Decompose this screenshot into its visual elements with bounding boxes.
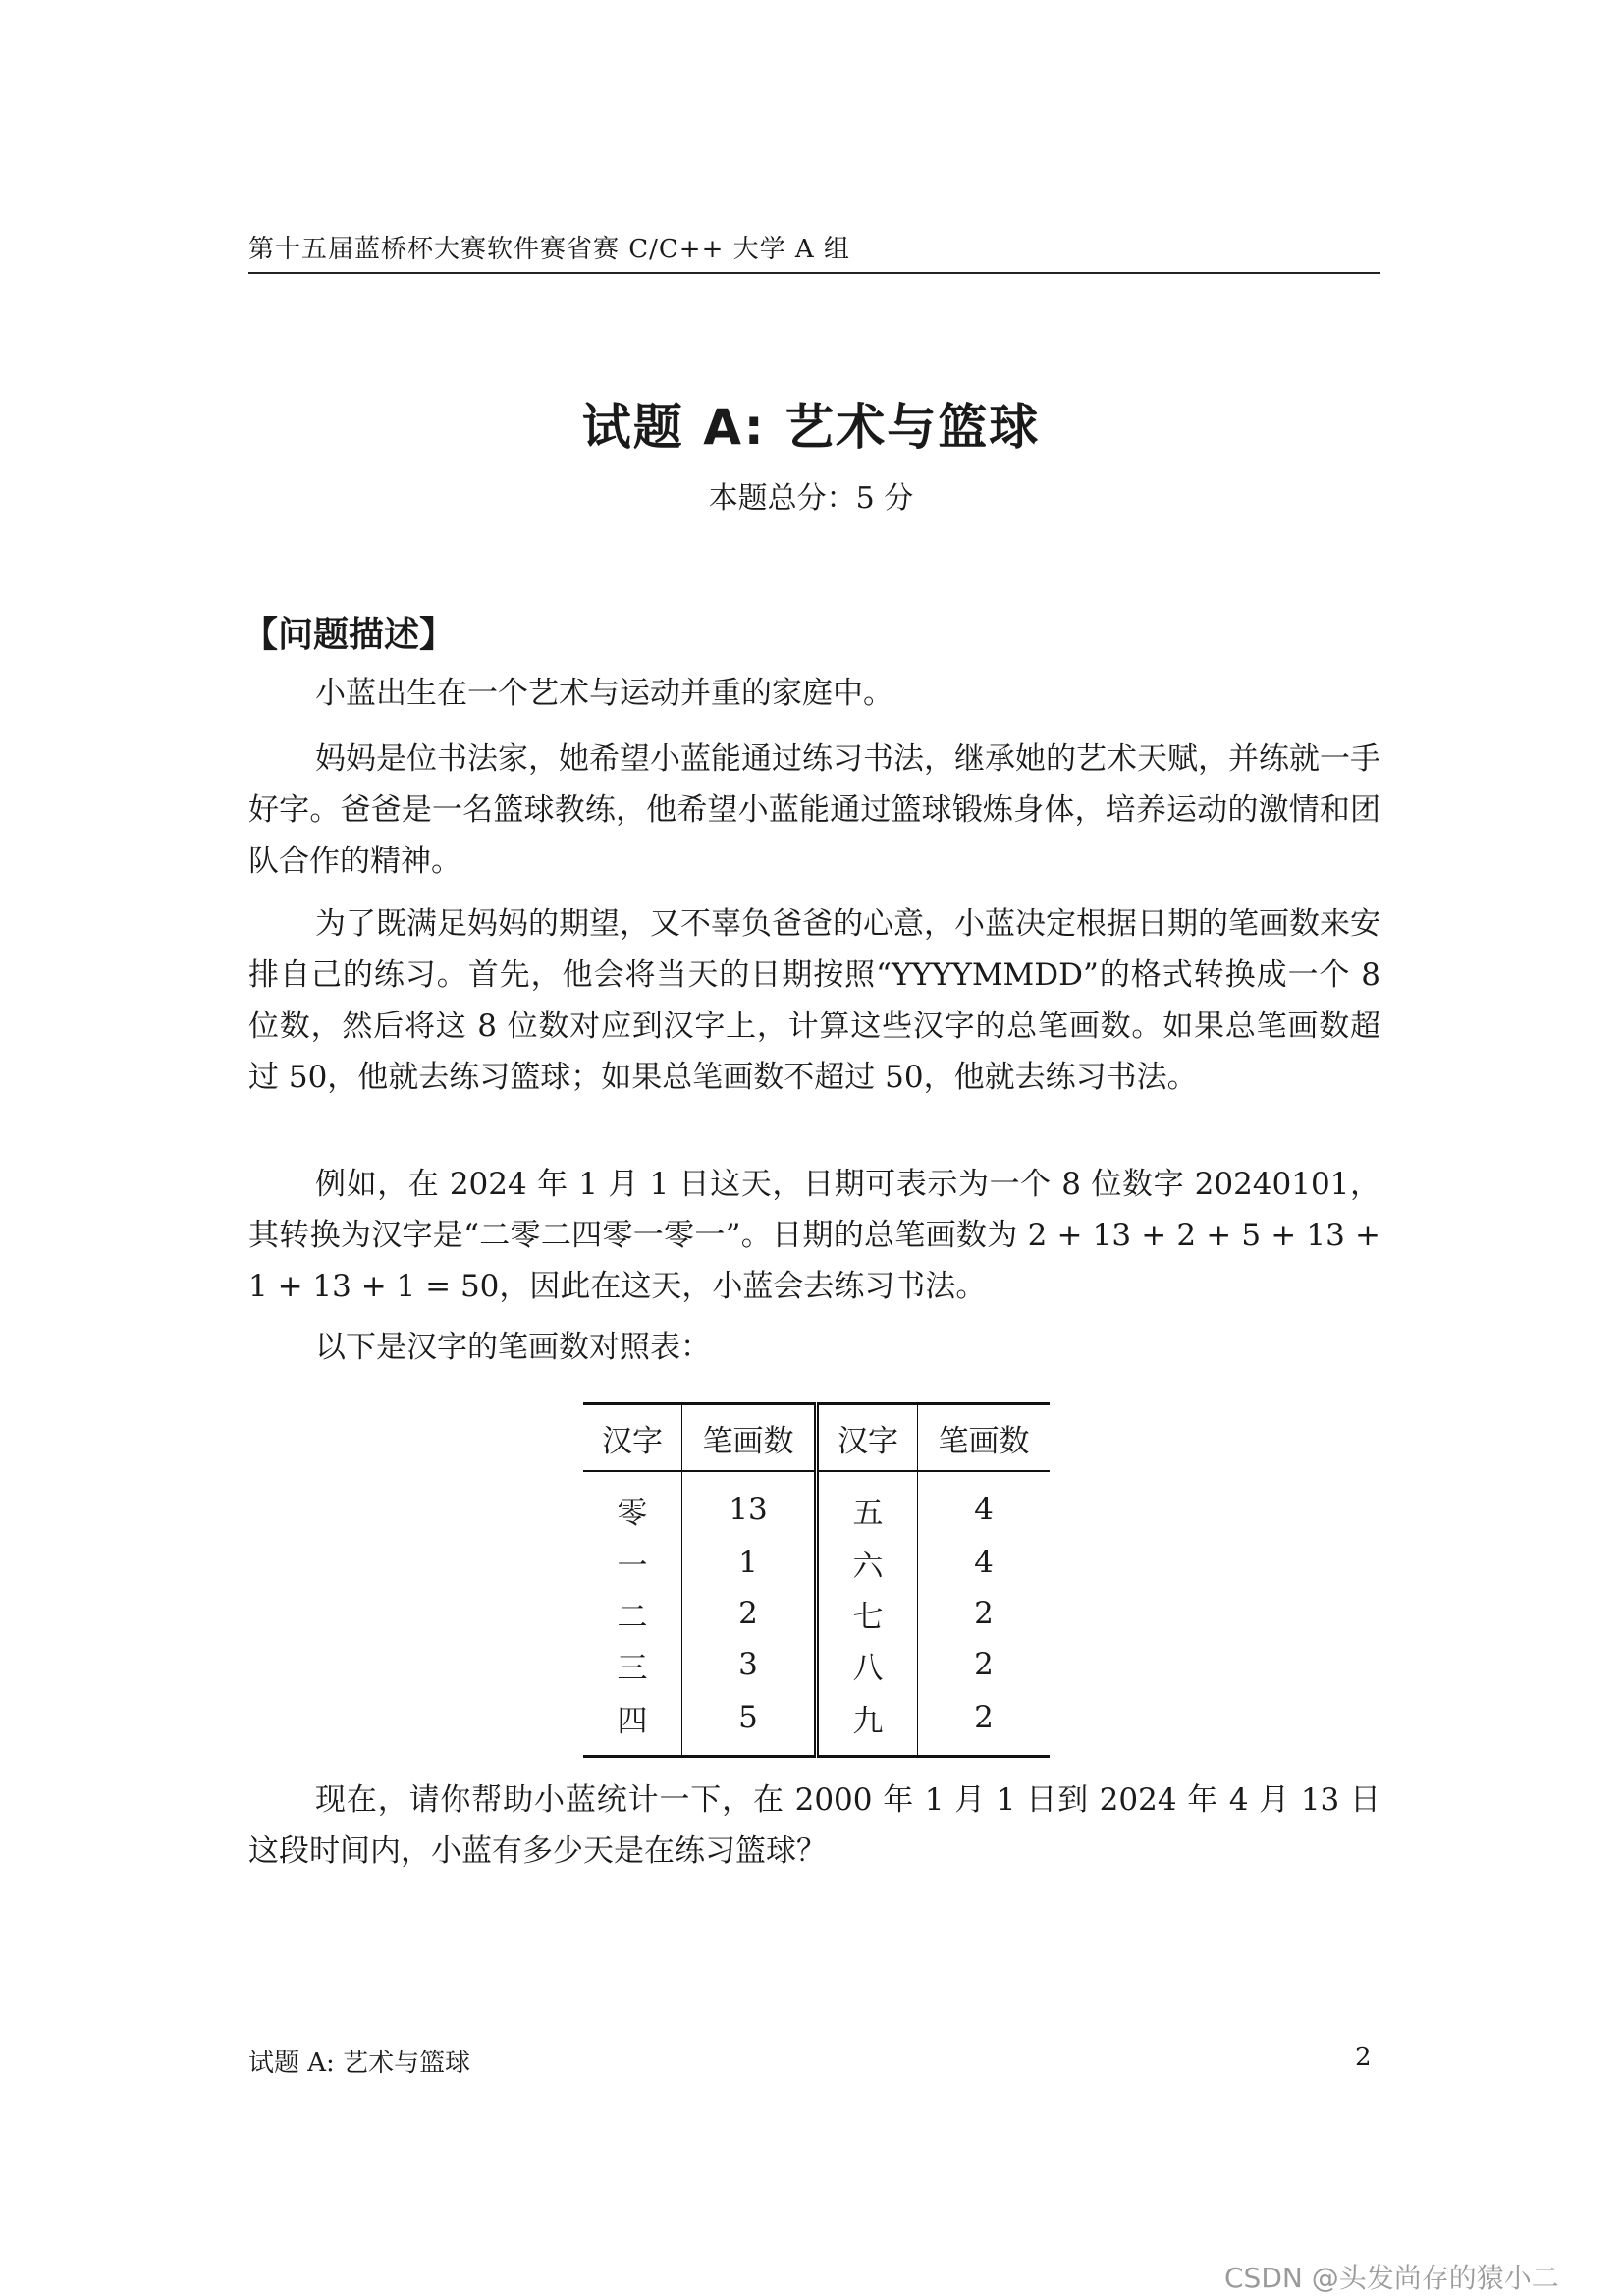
table-cell: 四 bbox=[583, 1690, 682, 1757]
table-cell: 2 bbox=[974, 1596, 994, 1631]
table-header-cell: 汉字 bbox=[583, 1404, 682, 1472]
table-cell: 4 bbox=[974, 1545, 994, 1580]
table-cell: 二 bbox=[583, 1588, 682, 1639]
table-cell: 3 bbox=[682, 1639, 817, 1690]
paragraph-example: 例如，在 2024 年 1 月 1 日这天，日期可表示为一个 8 位数字 20240101，其转换为汉字是“二零二四零一零一”。日期的总笔画数为 2 + 13 + 2 + 5 + 13 + 1 + 13 + 1 = 50，因此在这天，小蓝会去练习书法。 bbox=[248, 1167, 1380, 1304]
table-header-cell: 汉字 bbox=[817, 1404, 918, 1472]
table-cell: 2 bbox=[974, 1647, 994, 1682]
table-cell: 八 bbox=[817, 1639, 918, 1690]
stroke-count-table bbox=[583, 1402, 1050, 1758]
page-number: 2 bbox=[1355, 2043, 1372, 2072]
paragraph-question: 现在，请你帮助小蓝统计一下，在 2000 年 1 月 1 日到 2024 年 4 月 13 日这段时间内，小蓝有多少天是在练习篮球？ bbox=[248, 1782, 1380, 1869]
paragraph-parents: 妈妈是位书法家，她希望小蓝能通过练习书法，继承她的艺术天赋，并练就一手好字。爸爸是一名篮球教练，他希望小蓝能通过篮球锻炼身体，培养运动的激情和团队合作的精神。 bbox=[248, 741, 1380, 879]
table-cell: 2 bbox=[682, 1588, 817, 1639]
watermark: CSDN @头发尚存的猿小二 bbox=[1224, 2262, 1559, 2294]
table-cell: 一 bbox=[583, 1537, 682, 1588]
paragraph-rule: 为了既满足妈妈的期望，又不辜负爸爸的心意，小蓝决定根据日期的笔画数来安排自己的练习。首先，他会将当天的日期按照“YYYYMMDD”的格式转换成一个 8 位数，然后将这 8 位数对应到汉字上，计算这些汉字的总笔画数。如果总笔画数超过 50，他就去练习篮球；如果总笔画数不超过 50，他就去练习书法。 bbox=[248, 906, 1380, 1095]
footer-title: 试题 A: 艺术与篮球 bbox=[248, 2049, 471, 2078]
page-header: 第十五届蓝桥杯大赛软件赛省赛 C/C++ 大学 A 组 bbox=[248, 235, 850, 264]
table-row bbox=[583, 1690, 1050, 1757]
table-cell: 七 bbox=[817, 1588, 918, 1639]
table-header-row bbox=[583, 1404, 1050, 1472]
table-cell: 六 bbox=[817, 1537, 918, 1588]
problem-title: 试题 A: 艺术与篮球 bbox=[581, 399, 1041, 456]
table-cell: 1 bbox=[682, 1537, 817, 1588]
section-heading: 【问题描述】 bbox=[243, 615, 456, 655]
table-cell: 4 bbox=[974, 1492, 994, 1527]
paragraph-intro: 小蓝出生在一个艺术与运动并重的家庭中。 bbox=[315, 676, 893, 711]
problem-score: 本题总分：5 分 bbox=[708, 481, 914, 516]
table-header-cell: 笔画数 bbox=[682, 1404, 817, 1472]
header-divider bbox=[248, 272, 1380, 274]
table-row bbox=[583, 1537, 1050, 1588]
table-row bbox=[583, 1588, 1050, 1639]
table-header-cell: 笔画数 bbox=[938, 1423, 1030, 1459]
table-cell: 2 bbox=[974, 1700, 994, 1735]
table-cell: 零 bbox=[583, 1471, 682, 1537]
table-cell: 5 bbox=[682, 1690, 817, 1757]
table-cell: 13 bbox=[682, 1471, 817, 1537]
table-row bbox=[583, 1471, 1050, 1537]
table-row bbox=[583, 1639, 1050, 1690]
table-cell: 九 bbox=[817, 1690, 918, 1757]
table-cell: 三 bbox=[583, 1639, 682, 1690]
table-cell: 五 bbox=[817, 1471, 918, 1537]
paragraph-table-intro: 以下是汉字的笔画数对照表： bbox=[315, 1330, 711, 1365]
